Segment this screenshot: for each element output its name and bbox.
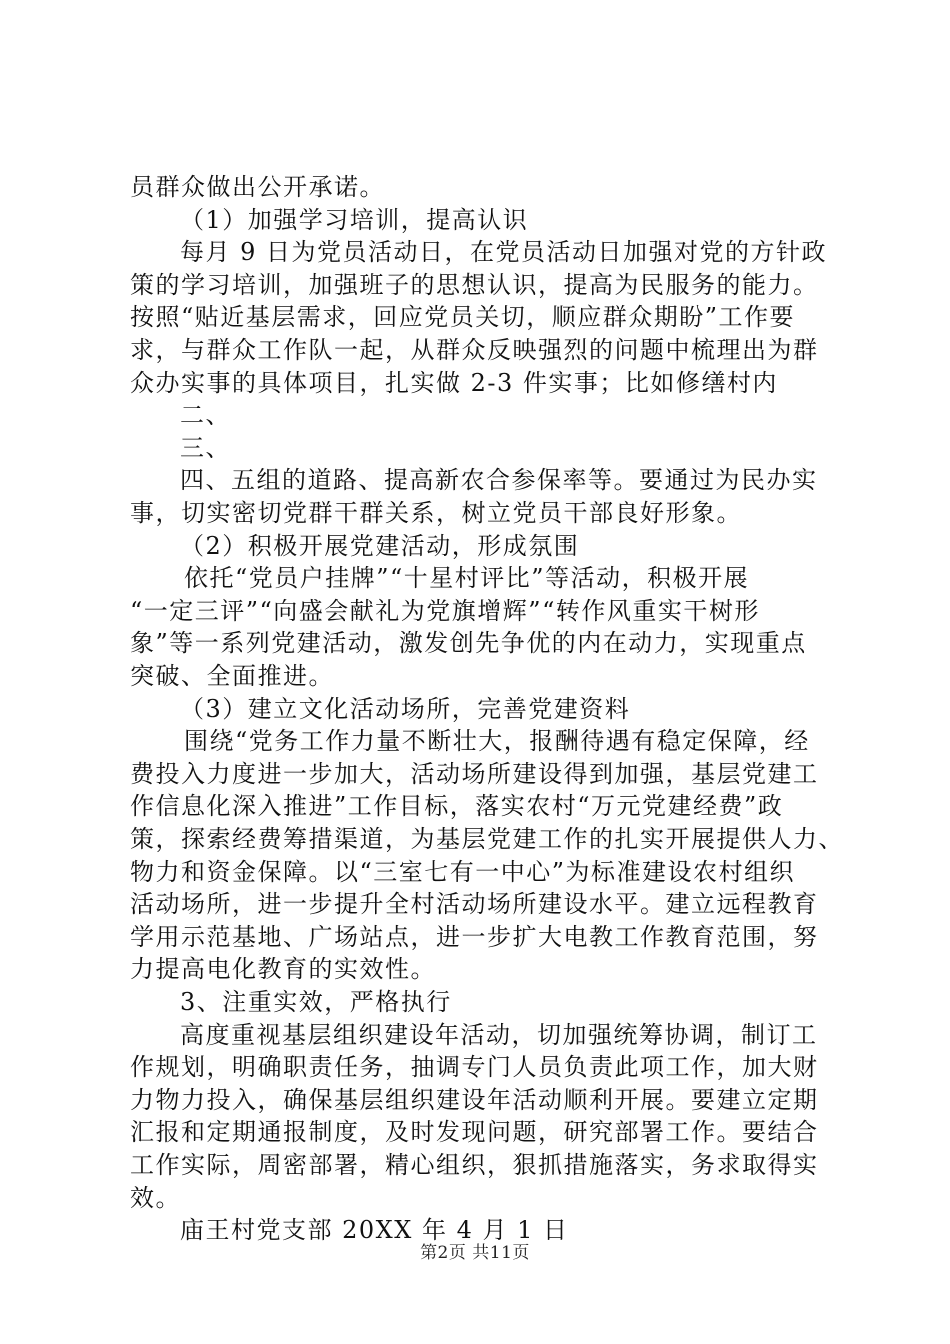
- paragraph-line: “一定三评”“向盛会献礼为党旗增辉”“转作风重实干树形: [130, 596, 760, 625]
- section-heading: 3、注重实效，严格执行: [180, 988, 452, 1016]
- paragraph-line: 策的学习培训，加强班子的思想认识，提高为民服务的能力。: [130, 270, 819, 299]
- paragraph-line: 高度重视基层组织建设年活动，切加强统筹协调，制订工: [180, 1020, 818, 1049]
- paragraph-line: 学用示范基地、广场站点，进一步扩大电教工作教育范围，努: [130, 922, 819, 951]
- paragraph-line: 活动场所，进一步提升全村活动场所建设水平。建立远程教育: [130, 890, 819, 919]
- list-marker: 三、: [180, 433, 231, 462]
- paragraph-line: 四、五组的道路、提高新农合参保率等。要通过为民办实: [180, 466, 818, 495]
- list-marker: 二、: [180, 401, 231, 430]
- paragraph-line: 力物力投入，确保基层组织建设年活动顺利开展。要建立定期: [130, 1085, 819, 1114]
- paragraph-line: 按照“贴近基层需求，回应党员关切，顺应群众期盼”工作要: [130, 303, 796, 332]
- paragraph-line: 汇报和定期通报制度，及时发现问题，研究部署工作。要结合: [130, 1118, 819, 1147]
- paragraph-line: 物力和资金保障。以“三室七有一中心”为标准建设农村组织: [130, 857, 796, 886]
- paragraph-line: 众办实事的具体项目，扎实做 2-3 件实事；比如修缮村内: [130, 368, 778, 397]
- paragraph-line: 工作实际，周密部署，精心组织，狠抓措施落实，务求取得实: [130, 1151, 819, 1179]
- paragraph-line: 围绕“党务工作力量不断壮大，报酬待遇有稳定保障，经: [184, 727, 810, 756]
- paragraph-line: 力提高电化教育的实效性。: [130, 955, 436, 984]
- paragraph-line: 费投入力度进一步加大，活动场所建设得到加强，基层党建工: [130, 759, 819, 788]
- signature-line: 庙王村党支部 20XX 年 4 月 1 日: [180, 1216, 569, 1245]
- paragraph-line: 策，探索经费筹措渠道，为基层党建工作的扎实开展提供人力、: [130, 825, 844, 853]
- paragraph-line: 突破、全面推进。: [130, 662, 334, 690]
- paragraph-line: 作信息化深入推进”工作目标，落实农村“万元党建经费”政: [130, 792, 784, 821]
- section-heading: （3）建立文化活动场所，完善党建资料: [180, 694, 631, 723]
- paragraph-line: 效。: [130, 1183, 181, 1212]
- paragraph-line: 求，与群众工作队一起，从群众反映强烈的问题中梳理出为群: [130, 336, 819, 364]
- paragraph-line: 每月 9 日为党员活动日，在党员活动日加强对党的方针政: [180, 238, 828, 267]
- paragraph-line: 员群众做出公开承诺。: [130, 173, 385, 201]
- paragraph-line: 象”等一系列党建活动，激发创先争优的内在动力，实现重点: [130, 629, 807, 658]
- paragraph-line: 作规划，明确职责任务，抽调专门人员负责此项工作，加大财: [130, 1053, 819, 1082]
- page-number-footer: 第2页 共11页: [420, 1243, 530, 1263]
- paragraph-line: 依托“党员户挂牌”“十星村评比”等活动，积极开展: [184, 564, 750, 593]
- section-heading: （1）加强学习培训，提高认识: [180, 205, 529, 234]
- paragraph-line: 事，切实密切党群干群关系，树立党员干部良好形象。: [130, 499, 742, 527]
- section-heading: （2）积极开展党建活动，形成氛围: [180, 531, 580, 560]
